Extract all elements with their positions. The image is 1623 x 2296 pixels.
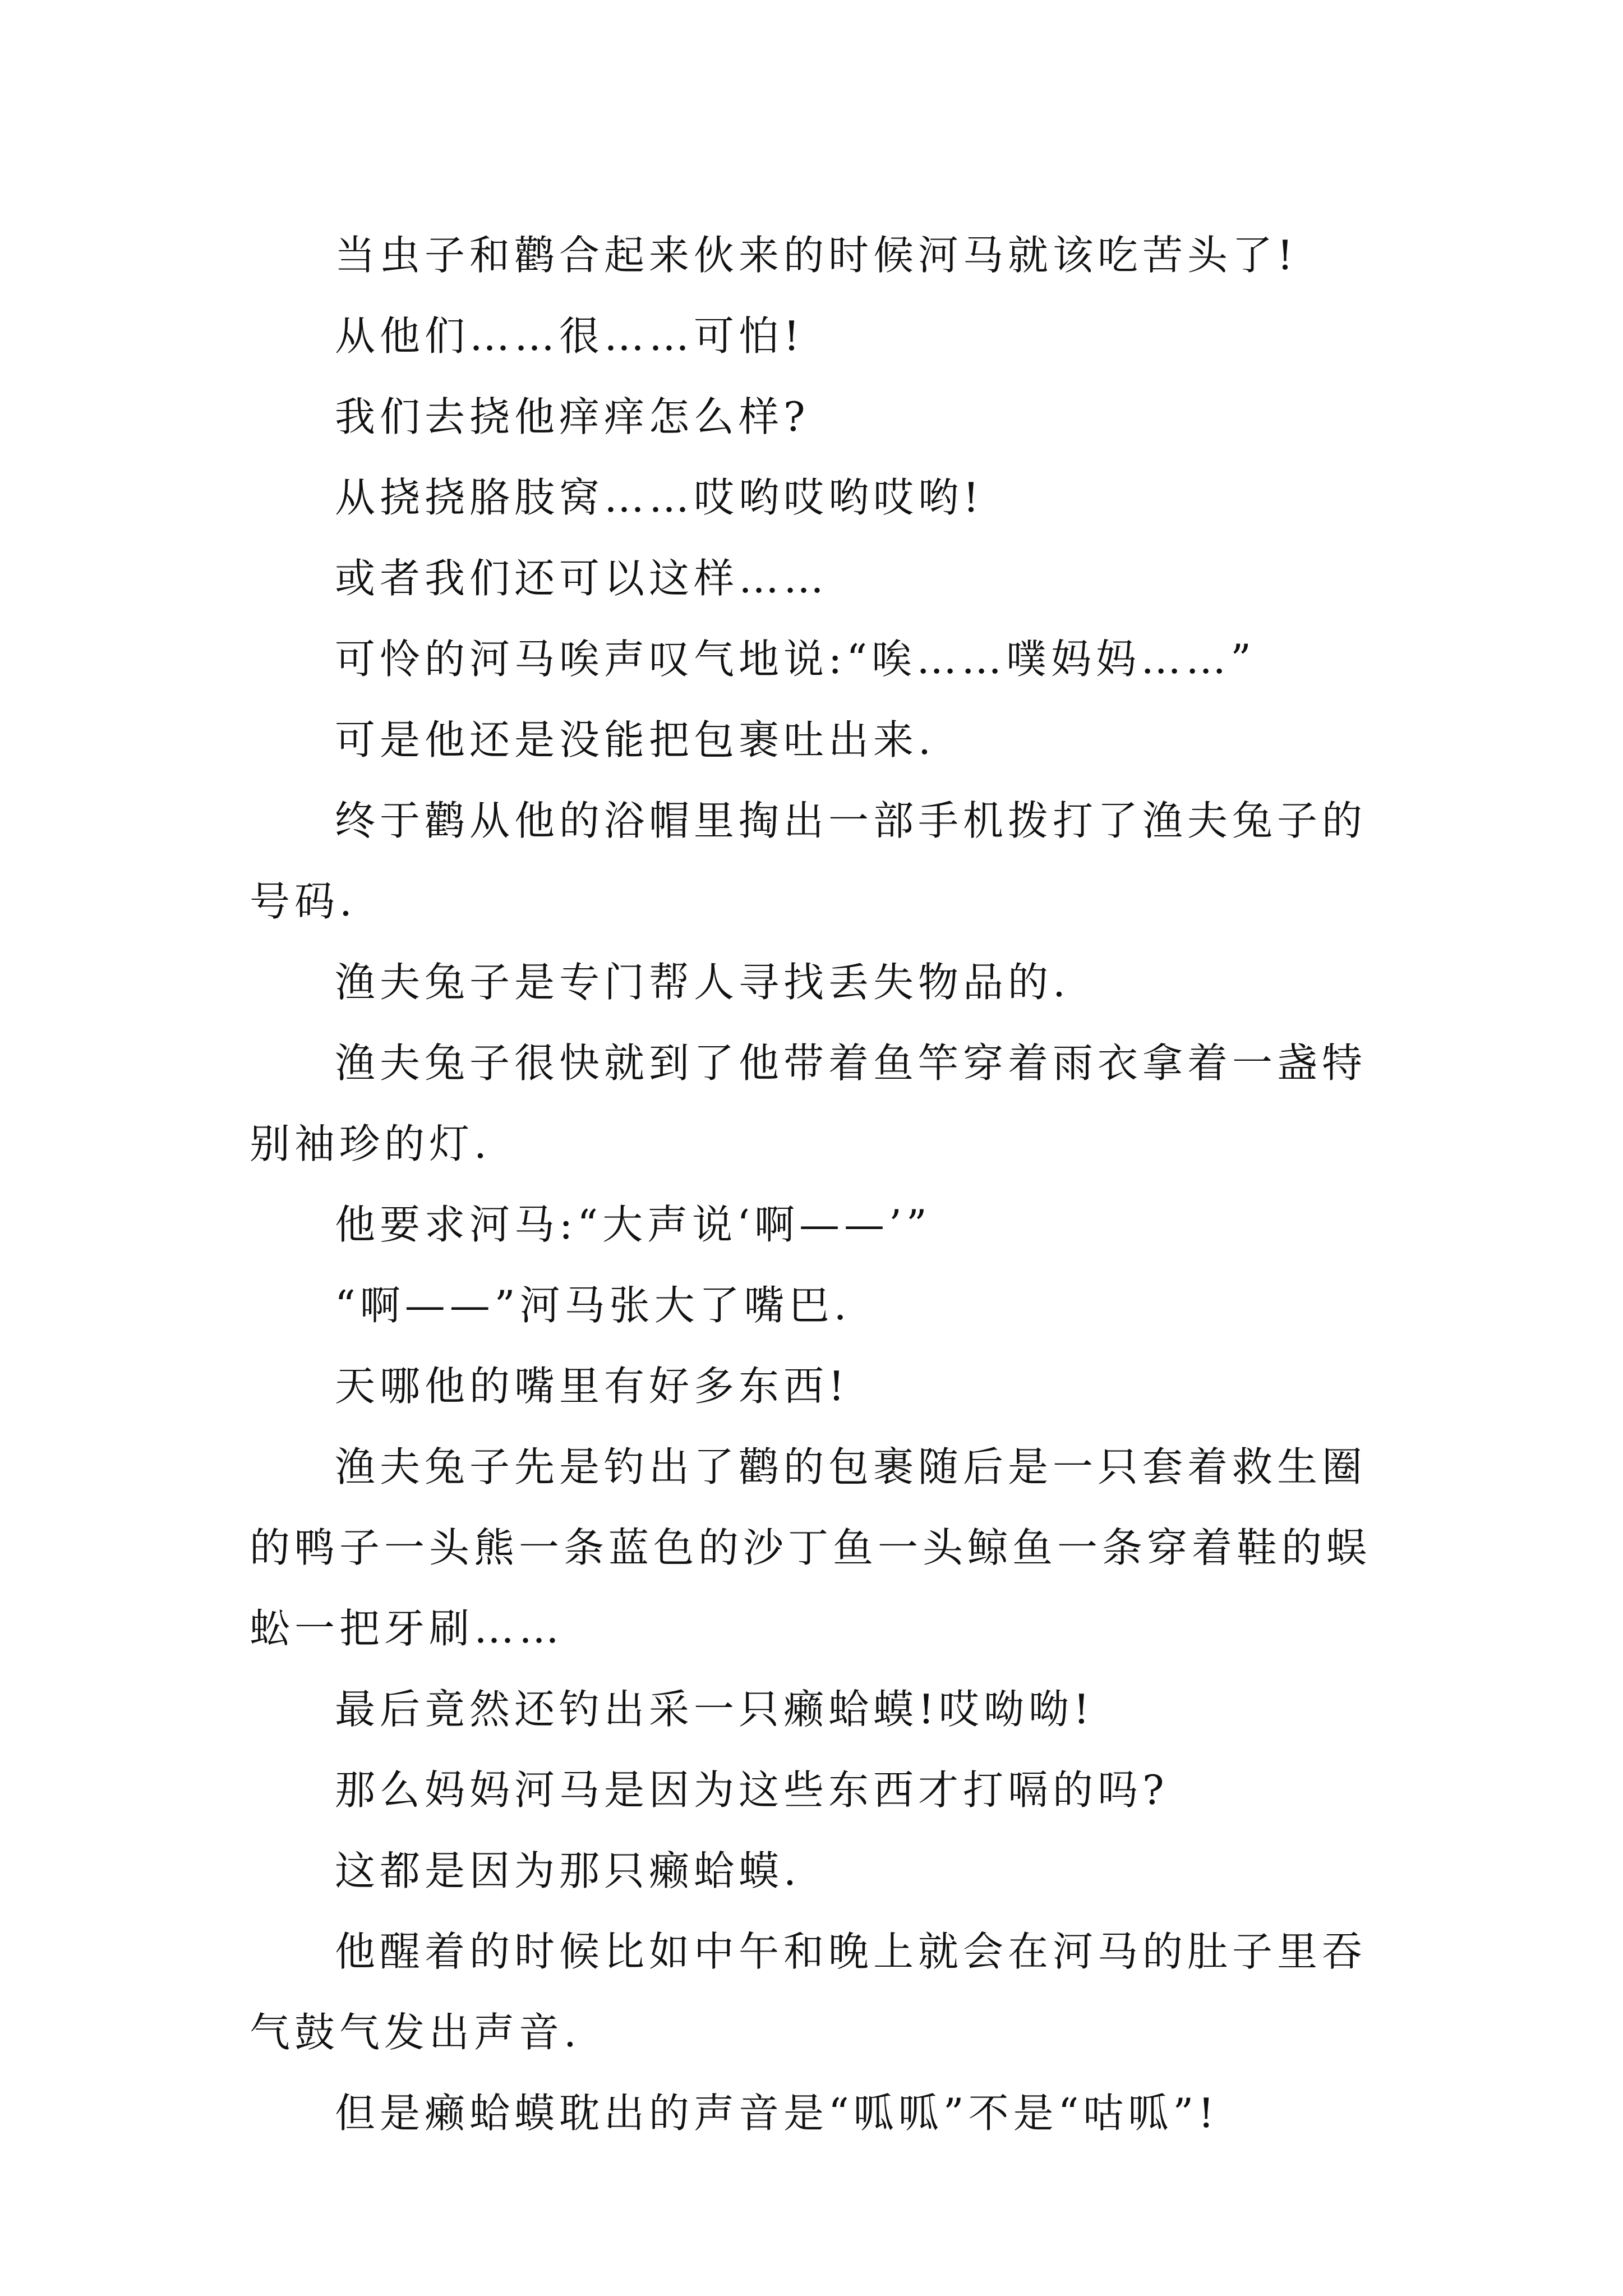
paragraph: 终于鹳从他的浴帽里掏出一部手机拨打了渔夫兔子的号码. — [250, 797, 1367, 925]
paragraph: 那么妈妈河马是因为这些东西才打嗝的吗? — [335, 1766, 1169, 1814]
paragraph: 渔夫兔子先是钓出了鹳的包裹随后是一只套着救生圈的鸭子一头熊一条蓝色的沙丁鱼一头鲸鱼一条穿着鞋的蜈蚣一把牙刷…… — [250, 1443, 1372, 1652]
paragraph: 这都是因为那只癞蛤蟆. — [335, 1847, 801, 1894]
paragraph: 渔夫兔子很快就到了他带着鱼竿穿着雨衣拿着一盏特别袖珍的灯. — [250, 1039, 1367, 1167]
paragraph: “啊——”河马张大了嘴巴. — [335, 1282, 851, 1329]
paragraph: 可怜的河马唉声叹气地说:“唉……噗妈妈……” — [335, 636, 1256, 683]
paragraph: 从挠挠胳肢窝……哎哟哎哟哎哟! — [335, 474, 984, 521]
paragraph: 当虫子和鹳合起来伙来的时候河马就该吃苦头了! — [335, 232, 1298, 279]
paragraph: 最后竟然还钓出采一只癞蛤蟆!哎呦呦! — [335, 1686, 1094, 1733]
paragraph: 但是癞蛤蟆耽出的声音是“呱呱”不是“咕呱”! — [335, 2090, 1219, 2137]
paragraph: 天哪他的嘴里有好多东西! — [335, 1363, 849, 1410]
paragraph: 他要求河马:“大声说‘啊——’” — [335, 1201, 932, 1248]
paragraph: 或者我们还可以这样…… — [335, 555, 829, 602]
paragraph: 我们去挠他痒痒怎么样? — [335, 393, 810, 440]
paragraph: 他醒着的时候比如中午和晚上就会在河马的肚子里吞气鼓气发出声音. — [250, 1928, 1367, 2056]
paragraph: 可是他还是没能把包裹吐出来. — [335, 716, 935, 763]
paragraph: 从他们……很……可怕! — [335, 312, 804, 360]
paragraph: 渔夫兔子是专门帮人寻找丢失物品的. — [335, 959, 1070, 1006]
story-text — [250, 215, 1388, 2154]
